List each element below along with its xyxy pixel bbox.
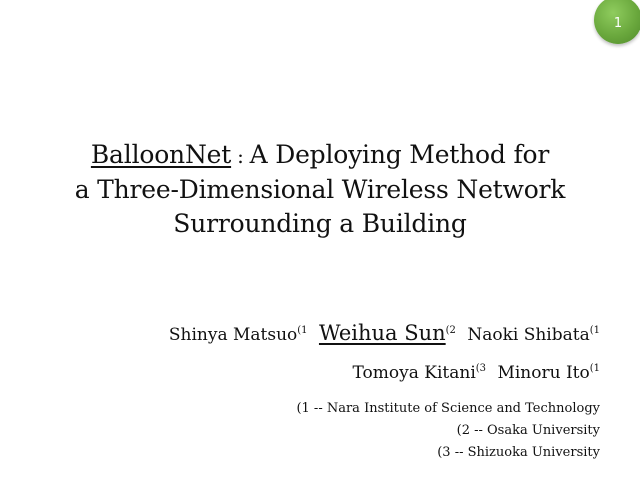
author-affiliation-mark: (1: [589, 363, 600, 374]
author-name: Shinya Matsuo: [168, 325, 298, 345]
affiliation: (2 -- Osaka University: [456, 423, 600, 438]
title-separator: :: [237, 144, 244, 168]
author-affiliation-mark: (1: [589, 325, 600, 336]
author-affiliation-mark: (2: [445, 325, 456, 336]
author-row-1: [0, 314, 600, 352]
title-line-2: a Three-Dimensional Wireless Network: [74, 175, 566, 204]
page-number-badge: [594, 0, 640, 44]
affiliation: (3 -- Shizuoka University: [437, 445, 600, 460]
title-line-1-rest: A Deploying Method for: [249, 140, 550, 169]
page-number: 1: [613, 15, 623, 31]
title-line-3: Surrounding a Building: [173, 209, 467, 238]
author-list: [0, 314, 600, 390]
presenter-name: Weihua Sun: [318, 321, 446, 345]
title-system-name: BalloonNet: [90, 140, 232, 169]
affiliation-list: [0, 398, 600, 464]
author-name: Minoru Ito: [497, 363, 590, 383]
affiliation: (1 -- Nara Institute of Science and Technology: [296, 401, 600, 416]
author-name: Naoki Shibata: [467, 325, 590, 345]
author-row-2: [0, 352, 600, 390]
author-affiliation-mark: (3: [475, 363, 487, 374]
author-name: Tomoya Kitani: [352, 363, 476, 383]
title-line-1: [20, 138, 620, 173]
slide-title: [20, 138, 620, 241]
author-affiliation-mark: (1: [297, 325, 308, 336]
